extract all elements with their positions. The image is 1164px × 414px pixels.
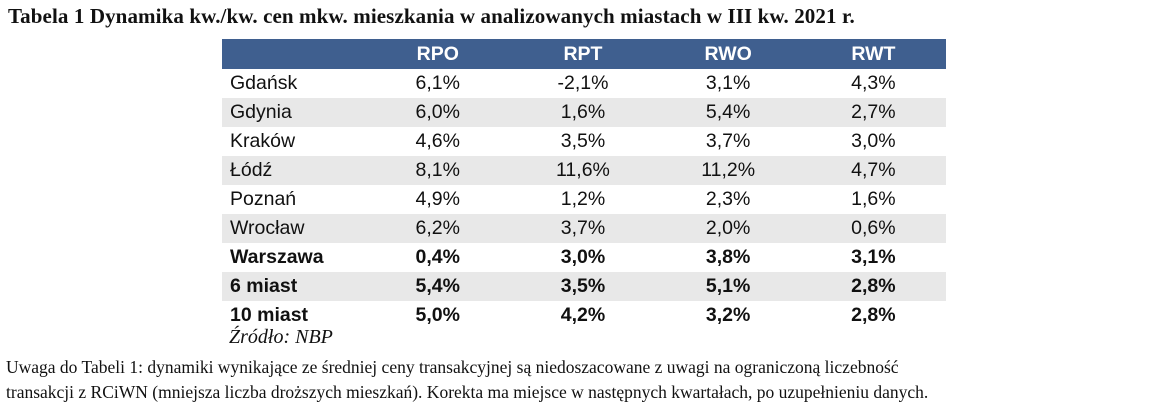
column-header-rpt: RPT <box>563 42 603 65</box>
table-row <box>222 272 946 301</box>
source-caption: Źródło: NBP <box>229 326 333 348</box>
column-header-rwo: RWO <box>704 42 752 65</box>
rwt-cell: 2,8% <box>851 275 896 297</box>
rpt-cell: 3,0% <box>560 246 606 268</box>
rpt-cell: 3,5% <box>560 275 606 297</box>
rwt-cell: 3,0% <box>851 130 896 152</box>
rwo-cell: 5,4% <box>705 101 751 123</box>
rwo-cell: 3,8% <box>705 246 751 268</box>
rpt-cell: 4,2% <box>560 304 606 326</box>
rpt-cell: 1,2% <box>560 188 606 210</box>
rpo-cell: 0,4% <box>415 246 460 268</box>
rpo-cell: 4,9% <box>415 188 460 210</box>
rpt-cell: 1,6% <box>560 101 606 123</box>
rpo-cell: 6,2% <box>415 217 460 239</box>
table-header-row <box>222 39 946 69</box>
rwt-cell: 4,7% <box>851 159 896 181</box>
city-cell: 10 miast <box>230 304 309 326</box>
note-line-2: transakcji z RCiWN (mniejsza liczba droższych mieszkań). Korekta ma miejsce w następnych kwartałach, po uzupełnieniu danych. <box>6 382 929 402</box>
rpo-cell: 6,0% <box>415 101 460 123</box>
city-cell: 6 miast <box>230 275 298 297</box>
city-cell: Warszawa <box>230 246 324 268</box>
column-header-city <box>222 39 365 69</box>
rpt-cell: 3,5% <box>560 130 606 152</box>
table-note <box>6 355 1156 405</box>
city-cell: Gdynia <box>230 101 292 123</box>
rwt-cell: 2,8% <box>851 304 896 326</box>
city-cell: Kraków <box>230 130 296 152</box>
rwo-cell: 2,0% <box>705 217 751 239</box>
rpo-cell: 5,4% <box>415 275 460 297</box>
rpo-cell: 5,0% <box>415 304 460 326</box>
rwo-cell: 3,2% <box>705 304 751 326</box>
rwo-cell: 3,7% <box>705 130 751 152</box>
rpt-cell: 3,7% <box>560 217 606 239</box>
rwo-cell: 11,2% <box>701 159 756 181</box>
rpt-cell: 11,6% <box>556 159 610 181</box>
rwo-cell: 5,1% <box>705 275 751 297</box>
table-row <box>222 69 946 98</box>
table-title: Tabela 1 Dynamika kw./kw. cen mkw. mieszkania w analizowanych miastach w III kw. 2021 r. <box>8 4 855 28</box>
rwt-cell: 4,3% <box>851 72 896 94</box>
table-row <box>222 98 946 127</box>
table-row <box>222 185 946 214</box>
rpo-cell: 4,6% <box>415 130 460 152</box>
city-cell: Gdańsk <box>230 72 298 94</box>
rpt-cell: -2,1% <box>557 72 609 94</box>
rwt-cell: 2,7% <box>851 101 896 123</box>
city-cell: Łódź <box>230 159 273 181</box>
rwt-cell: 3,1% <box>851 246 896 268</box>
table-row <box>222 214 946 243</box>
note-line-1: Uwaga do Tabeli 1: dynamiki wynikające ze średniej ceny transakcyjnej są niedoszacowane z uwagi na ograniczoną liczebność <box>6 357 899 377</box>
table-row <box>222 156 946 185</box>
rwt-cell: 1,6% <box>851 188 896 210</box>
rwo-cell: 3,1% <box>705 72 751 94</box>
rpo-cell: 6,1% <box>415 72 460 94</box>
table-row <box>222 127 946 156</box>
column-header-rwt: RWT <box>851 42 896 65</box>
rwo-cell: 2,3% <box>705 188 751 210</box>
city-cell: Poznań <box>230 188 297 210</box>
table-row <box>222 243 946 272</box>
column-header-rpo: RPO <box>416 42 459 65</box>
price-dynamics-table <box>222 39 946 330</box>
table-body <box>222 69 946 330</box>
rwt-cell: 0,6% <box>851 217 896 239</box>
city-cell: Wrocław <box>230 217 305 239</box>
rpo-cell: 8,1% <box>415 159 460 181</box>
